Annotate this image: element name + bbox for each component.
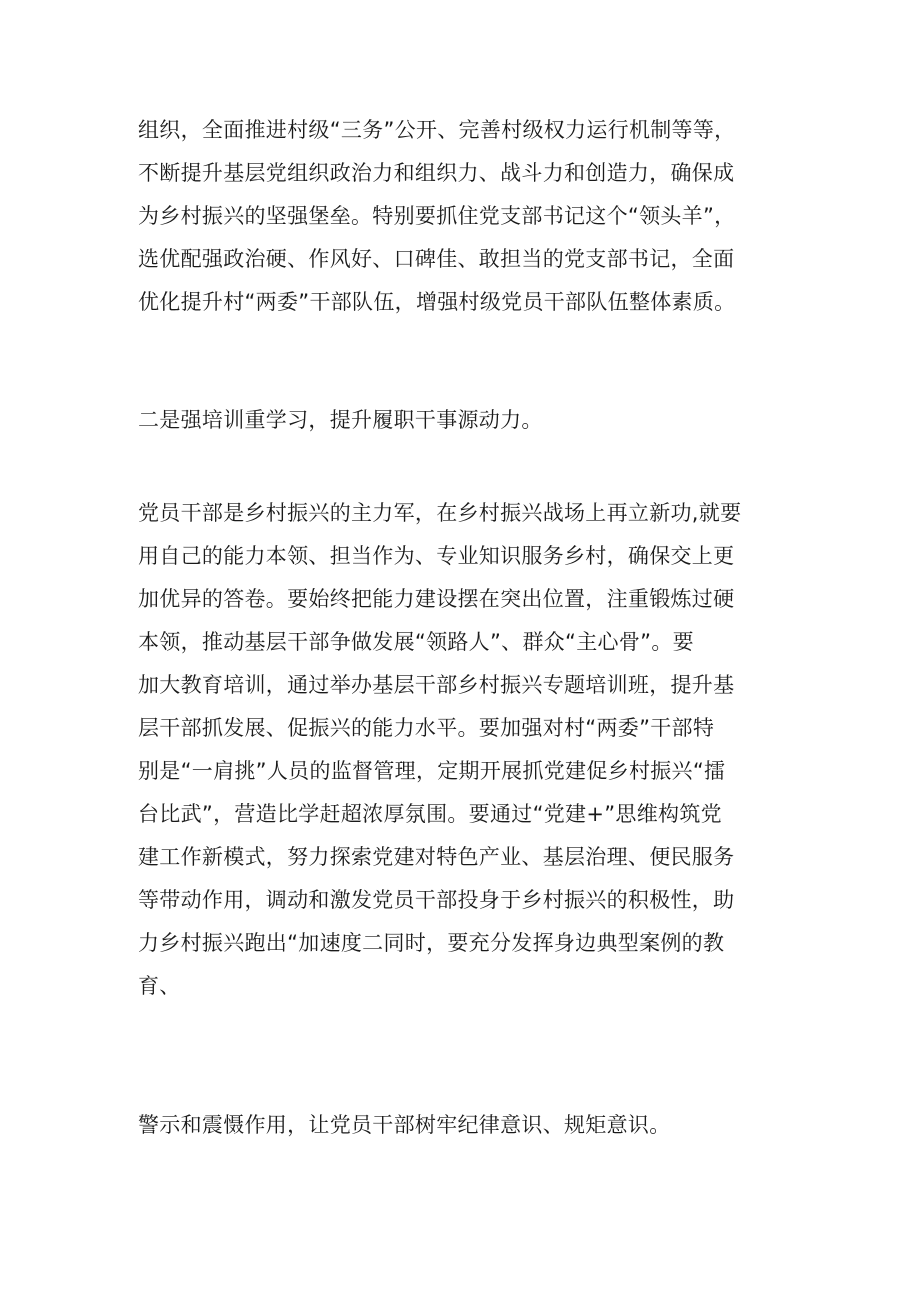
paragraph-organization [138, 109, 798, 324]
text-line: 选优配强政治硬、作风好、口碑佳、敢担当的党支部书记，全面 [138, 247, 735, 271]
text-line: 不断提升基层党组织政治力和组织力、战斗力和创造力，确保成 [138, 161, 735, 185]
text-line: 用自己的能力本领、担当作为、专业知识服务乡村，确保交上更 [138, 544, 735, 568]
section-heading [138, 399, 798, 442]
text-line: 二是强培训重学习，提升履职干事源动力。 [138, 408, 543, 432]
paragraph-warning [138, 1104, 798, 1147]
text-line: 层干部抓发展、促振兴的能力水平。要加强对村“两委”干部特 [138, 716, 715, 740]
text-line: 力乡村振兴跑出“加速度二同时，要充分发挥身边典型案例的教 [138, 931, 725, 955]
paragraph-training [138, 492, 798, 1008]
text-line: 加优异的答卷。要始终把能力建设摆在突出位置，注重锻炼过硬 [138, 587, 735, 611]
text-line: 为乡村振兴的坚强堡垒。特别要抓住党支部书记这个“领头羊”， [138, 204, 736, 228]
text-line: 建工作新模式，努力探索党建对特色产业、基层治理、便民服务 [138, 845, 735, 869]
text-line: 别是“一肩挑”人员的监督管理，定期开展抓党建促乡村振兴“擂 [138, 759, 726, 783]
text-line: 台比武”，营造比学赶超浓厚氛围。要通过“党建+”思维构筑党 [138, 802, 722, 826]
text-line: 优化提升村“两委”干部队伍，增强村级党员干部队伍整体素质。 [138, 290, 736, 314]
text-line: 育、 [138, 974, 181, 998]
text-line: 等带动作用，调动和激发党员干部投身于乡村振兴的积极性，助 [138, 888, 735, 912]
text-line: 组织，全面推进村级“三务”公开、完善村级权力运行机制等等， [138, 118, 736, 142]
text-line: 本领，推动基层干部争做发展“领路人”、群众“主心骨”。要 [138, 630, 694, 654]
text-line: 警示和震慑作用，让党员干部树牢纪律意识、规矩意识。 [138, 1113, 671, 1137]
text-line: 党员干部是乡村振兴的主力军，在乡村振兴战场上再立新功,就要 [138, 501, 742, 525]
text-line: 加大教育培训，通过举办基层干部乡村振兴专题培训班，提升基 [138, 673, 735, 697]
